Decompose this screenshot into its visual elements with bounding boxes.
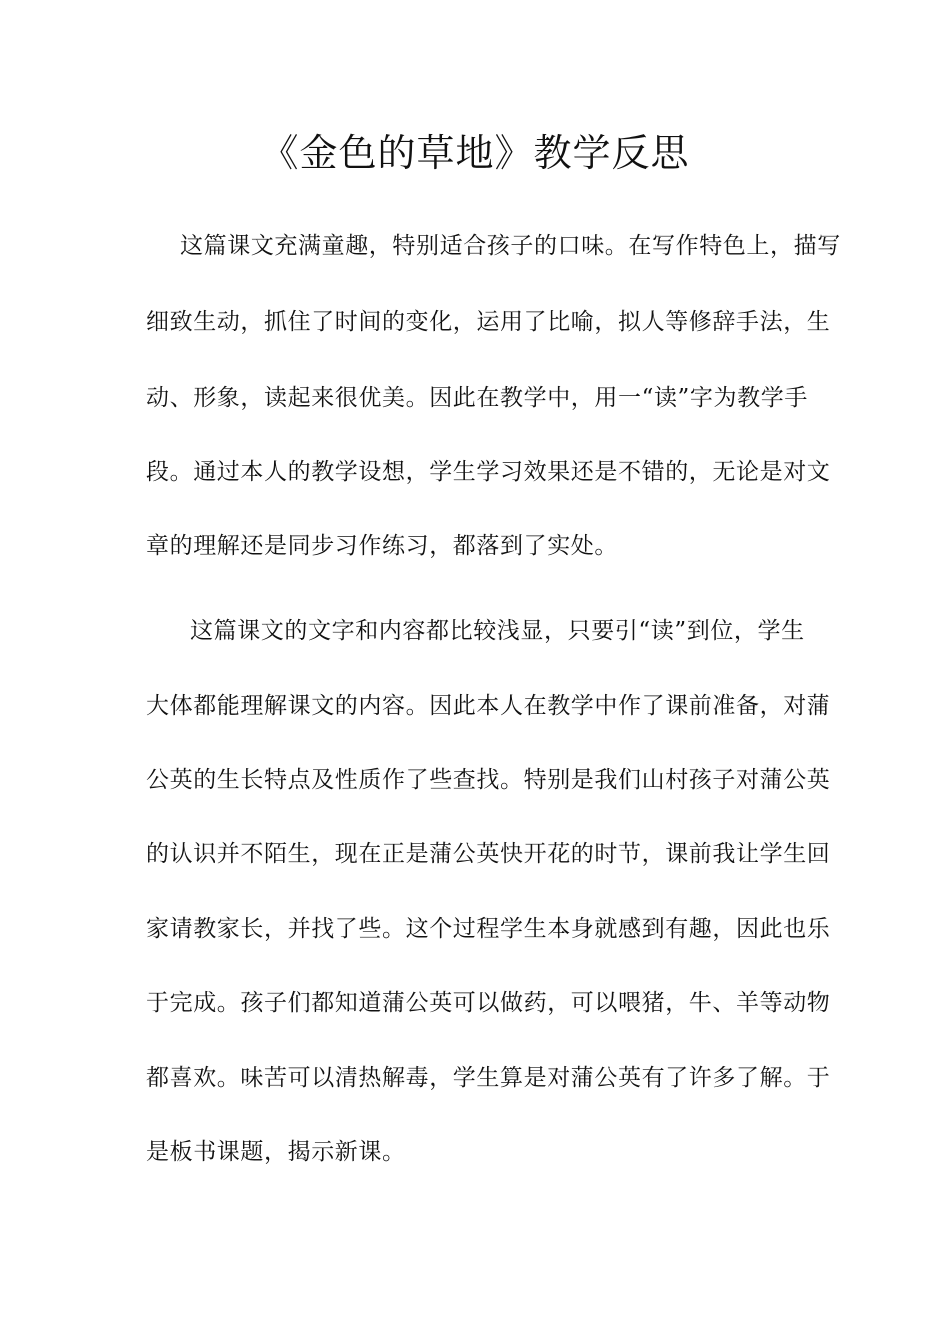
text-line: 动、形象，读起来很优美。因此在教学中，用一“读”字为教学手 — [146, 385, 808, 411]
page-title: 《金色的草地》教学反思 — [260, 131, 690, 175]
text-line: 家请教家长，并找了些。这个过程学生本身就感到有趣，因此也乐 — [146, 916, 831, 942]
text-line: 大体都能理解课文的内容。因此本人在教学中作了课前准备，对蒲 — [146, 693, 831, 719]
text-line: 章的理解还是同步习作练习，都落到了实处。 — [146, 533, 618, 559]
text-line: 这篇课文的文字和内容都比较浅显，只要引“读”到位，学生 — [190, 618, 805, 644]
text-line: 这篇课文充满童趣，特别适合孩子的口味。在写作特色上，描写 — [180, 233, 841, 259]
text-line: 是板书课题，揭示新课。 — [146, 1139, 406, 1165]
text-line: 段。通过本人的教学设想，学生学习效果还是不错的，无论是对文 — [146, 459, 831, 485]
text-line: 都喜欢。味苦可以清热解毒，学生算是对蒲公英有了许多了解。于 — [146, 1065, 831, 1091]
text-line: 细致生动，抓住了时间的变化，运用了比喻，拟人等修辞手法，生 — [146, 309, 831, 335]
text-line: 的认识并不陌生，现在正是蒲公英快开花的时节，课前我让学生回 — [146, 841, 831, 867]
text-line: 于完成。孩子们都知道蒲公英可以做药，可以喂猪，牛、羊等动物 — [146, 990, 831, 1016]
text-line: 公英的生长特点及性质作了些查找。特别是我们山村孩子对蒲公英 — [146, 767, 831, 793]
